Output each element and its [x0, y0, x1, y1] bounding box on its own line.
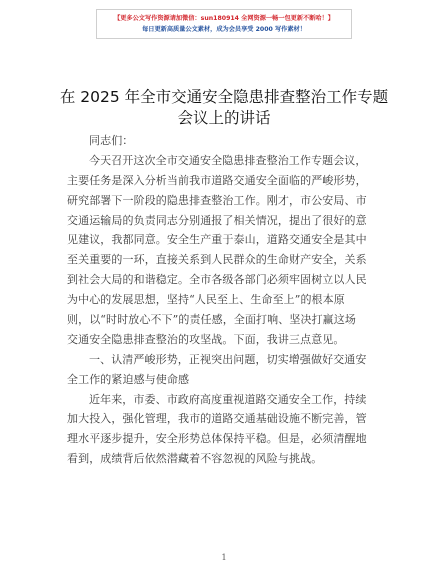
paragraph-1-line-5: 见建议，我都同意。安全生产重于泰山，道路交通安全是其中 — [67, 233, 367, 247]
promo-banner-line-1: 【更多公文写作资源请加微信：sun180914 全网资源一畅一包更新不断哈！】 — [114, 15, 334, 22]
section-heading-line-2: 全工作的紧迫感与使命感 — [67, 372, 190, 386]
paragraph-1-line-7: 到社会大局的和谐稳定。全市各级各部门必须牢固树立以人民 — [67, 273, 367, 287]
paragraph-1-line-4: 交通运输局的负责同志分别通报了相关情况，提出了很好的意 — [67, 213, 367, 227]
paragraph-3-line-2: 加大投入，强化管理，我市的道路交通基础设施不断完善，管 — [67, 412, 367, 426]
paragraph-3-line-1: 近年来，市委、市政府高度重视道路交通安全工作，持续 — [89, 392, 367, 406]
paragraph-1-line-3: 研究部署下一阶段的隐患排查整治工作。刚才，市公安局、市 — [67, 193, 367, 207]
promo-banner-line-2: 每日更新高质量公文素材，成为会员享受 2000 写作素材！ — [142, 26, 306, 33]
paragraph-3-line-3: 理水平逐步提升，安全形势总体保持平稳。但是，必须清醒地 — [67, 432, 367, 446]
paragraph-1-line-9: 则，以“时时放心不下”的责任感，全面打响、坚决打赢这场 — [67, 313, 356, 327]
paragraph-1-line-2: 主要任务是深入分析当前我市道路交通安全面临的严峻形势， — [67, 173, 367, 187]
section-heading-line-1: 一、认清严峻形势，正视突出问题，切实增强做好交通安 — [89, 352, 367, 366]
salutation: 同志们： — [89, 134, 134, 147]
paragraph-3-line-4: 看到，成绩背后依然潜藏着不容忽视的风险与挑战。 — [67, 452, 323, 466]
document-body — [67, 131, 385, 469]
document-title-line-2: 会议上的讲话 — [177, 109, 271, 127]
document-title-line-1: 在 2025 年全市交通安全隐患排查整治工作专题 — [59, 88, 389, 106]
page-number: 1 — [221, 553, 227, 562]
paragraph-1-line-6: 至关重要的一环，直接关系到人民群众的生命财产安全，关系 — [67, 253, 367, 267]
paragraph-1-line-8: 为中心的发展思想，坚持“人民至上、生命至上”的根本原 — [67, 293, 345, 307]
paragraph-1-line-10: 交通安全隐患排查整治的攻坚战。下面，我讲三点意见。 — [67, 332, 345, 346]
promo-banner — [96, 9, 352, 39]
paragraph-1-line-1: 今天召开这次全市交通安全隐患排查整治工作专题会议， — [89, 153, 367, 167]
